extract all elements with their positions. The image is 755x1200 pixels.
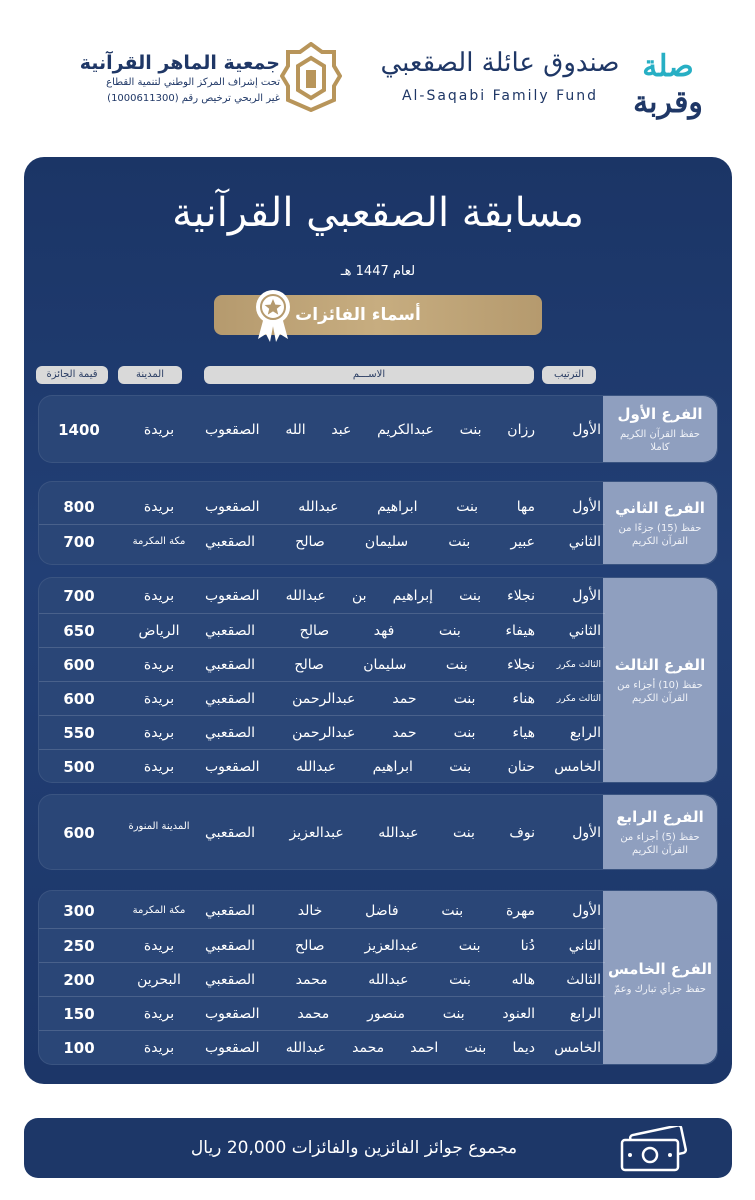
- family-fund-logo: [380, 40, 620, 104]
- winner-city: الرياض: [138, 623, 180, 639]
- winner-city: بريدة: [143, 1040, 175, 1056]
- winner-row: [39, 749, 605, 783]
- branch-name: الفرع الرابع: [616, 808, 704, 826]
- branch-name: الفرع الأول: [617, 405, 703, 423]
- winner-prize: 250: [63, 937, 95, 955]
- winner-name: العنود بنت منصور محمد الصقعوب: [205, 1006, 535, 1022]
- winner-row: [39, 816, 605, 850]
- fund-english-name: Al-Saqabi Family Fund: [401, 88, 599, 104]
- winner-name: نوف بنت عبدالله عبدالعزيز الصقعبي: [205, 825, 535, 841]
- competition-title: مسابقة الصقعبي القرآنية: [172, 190, 584, 236]
- winner-prize: 300: [63, 902, 95, 920]
- branch-3-label: [603, 578, 717, 782]
- branch-1-label: [603, 396, 717, 462]
- winner-row: [39, 490, 605, 524]
- branch-2-label: [603, 482, 717, 564]
- winner-name: هاله بنت عبدالله محمد الصقعبي: [205, 972, 535, 988]
- winner-rank: الأول: [572, 499, 601, 515]
- branch-2-group: [38, 481, 718, 565]
- winner-city: بريدة: [143, 499, 175, 515]
- winner-rank: الثاني: [568, 938, 601, 954]
- winner-row: [39, 1030, 605, 1064]
- winner-rank: الأول: [572, 588, 601, 604]
- winner-rank: الثالث مكرر: [556, 694, 601, 704]
- winner-row: [39, 413, 605, 447]
- branch-name: الفرع الخامس: [607, 960, 713, 978]
- winner-city: بريدة: [143, 1006, 175, 1022]
- winner-name: دُنا بنت عبدالعزيز صالح الصقعبي: [205, 938, 535, 954]
- winner-prize: 200: [63, 971, 95, 989]
- svg-text:وقربة: وقربة: [633, 85, 703, 120]
- winner-name: مها بنت ابراهيم عبدالله الصقعوب: [205, 499, 535, 515]
- motto-logo: [626, 42, 710, 120]
- winner-prize: 500: [63, 758, 95, 776]
- column-header-rank: الترتيب: [542, 366, 596, 384]
- winner-prize: 600: [63, 656, 95, 674]
- winner-row: [39, 928, 605, 962]
- winner-name: هناء بنت حمد عبدالرحمن الصقعبي: [205, 691, 535, 707]
- winner-name: حنان بنت ابراهيم عبدالله الصقعوب: [205, 759, 535, 775]
- winner-row: [39, 962, 605, 996]
- association-name: جمعية الماهر القرآنية: [79, 52, 280, 74]
- branch-5-label: [603, 891, 717, 1064]
- winner-prize: 100: [63, 1039, 95, 1057]
- fund-arabic-name: صندوق عائلة الصقعبي: [380, 48, 620, 78]
- winner-rank: الثاني: [568, 623, 601, 639]
- winner-prize: 1400: [58, 421, 100, 439]
- winner-prize: 600: [63, 690, 95, 708]
- winner-city: بريدة: [143, 657, 175, 673]
- winner-rank: الثالث مكرر: [556, 660, 601, 670]
- winner-row: [39, 524, 605, 558]
- winner-prize: 800: [63, 498, 95, 516]
- winner-rank: الرابع: [569, 1006, 601, 1022]
- association-info: [75, 52, 280, 106]
- winners-banner-label: أسماء الفائزات: [295, 305, 421, 325]
- winner-city: المدينة المنورة: [128, 821, 190, 832]
- winner-rank: الخامس: [554, 1040, 601, 1056]
- winner-row: [39, 681, 605, 715]
- winner-prize: 550: [63, 724, 95, 742]
- branch-description: حفظ جزأي تبارك وعمّ: [614, 984, 706, 995]
- winner-row: [39, 647, 605, 681]
- winner-name: مهرة بنت فاضل خالد الصقعبي: [205, 903, 535, 919]
- winner-city: بريدة: [143, 422, 175, 438]
- medal-icon: [250, 287, 296, 343]
- winner-prize: 600: [63, 824, 95, 842]
- banknotes-icon: [612, 1126, 692, 1174]
- winner-prize: 150: [63, 1005, 95, 1023]
- winner-name: عبير بنت سليمان صالح الصقعبي: [205, 534, 535, 550]
- branch-1-group: [38, 395, 718, 463]
- winner-name: هياء بنت حمد عبدالرحمن الصقعبي: [205, 725, 535, 741]
- winner-city: مكة المكرمة: [132, 536, 186, 547]
- branch-description: حفظ (10) أجزاء من القرآن الكريم: [617, 680, 703, 704]
- winner-rank: الأول: [572, 903, 601, 919]
- winner-rank: الخامس: [554, 759, 601, 775]
- column-header-prize: قيمة الجائزة: [36, 366, 108, 384]
- winner-prize: 700: [63, 587, 95, 605]
- winner-city: البحرين: [137, 972, 181, 988]
- association-logo-icon: [280, 42, 342, 112]
- winner-city: بريدة: [143, 725, 175, 741]
- branch-description: حفظ القرآن الكريم كاملا: [620, 429, 700, 453]
- competition-year: لعام 1447 هـ: [340, 264, 416, 279]
- winner-row: [39, 894, 605, 928]
- winner-city: بريدة: [143, 759, 175, 775]
- branch-4-label: [603, 795, 717, 869]
- branch-4-group: [38, 794, 718, 870]
- winner-row: [39, 613, 605, 647]
- winner-name: نجلاء بنت إبراهيم بن عبدالله الصقعوب: [205, 588, 535, 604]
- winner-rank: الأول: [572, 422, 601, 438]
- branch-5-group: [38, 890, 718, 1065]
- winner-city: بريدة: [143, 691, 175, 707]
- association-subtitle: تحت إشراف المركز الوطني لتنمية القطاع: [106, 77, 280, 88]
- winner-rank: الرابع: [569, 725, 601, 741]
- winner-city: مكة المكرمة: [132, 905, 186, 916]
- winner-rank: الأول: [572, 825, 601, 841]
- results-card: [24, 157, 732, 1084]
- winner-name: ديما بنت احمد محمد عبدالله الصقعوب: [205, 1040, 535, 1056]
- column-header-name: الاســـم: [204, 366, 534, 384]
- total-prizes-text: مجموع جوائز الفائزين والفائزات 20,000 ريال: [190, 1138, 518, 1158]
- winner-row: [39, 996, 605, 1030]
- winner-name: رزان بنت عبدالكريم عبد الله الصقعوب: [205, 422, 535, 438]
- winner-prize: 650: [63, 622, 95, 640]
- branch-3-group: [38, 577, 718, 783]
- total-prizes-bar: [24, 1118, 732, 1178]
- winner-rank: الثاني: [568, 534, 601, 550]
- svg-text:صلة: صلة: [642, 49, 694, 84]
- column-header-city: المدينة: [118, 366, 182, 384]
- winner-city: بريدة: [143, 938, 175, 954]
- branch-description: حفظ (15) جزءًا من القرآن الكريم: [618, 523, 702, 547]
- branch-description: حفظ (5) أجزاء من القرآن الكريم: [620, 832, 700, 856]
- winner-rank: الثالث: [566, 972, 601, 988]
- association-license: غير الربحي ترخيص رقم (1000611300): [107, 93, 280, 104]
- winner-city: بريدة: [143, 588, 175, 604]
- winner-name: نجلاء بنت سليمان صالح الصقعبي: [205, 657, 535, 673]
- logo-header: [0, 0, 755, 140]
- winner-row: [39, 715, 605, 749]
- branch-name: الفرع الثالث: [614, 656, 706, 674]
- winner-row: [39, 579, 605, 613]
- winner-name: هيفاء بنت فهد صالح الصقعبي: [205, 623, 535, 639]
- winner-prize: 700: [63, 533, 95, 551]
- branch-name: الفرع الثاني: [615, 499, 705, 517]
